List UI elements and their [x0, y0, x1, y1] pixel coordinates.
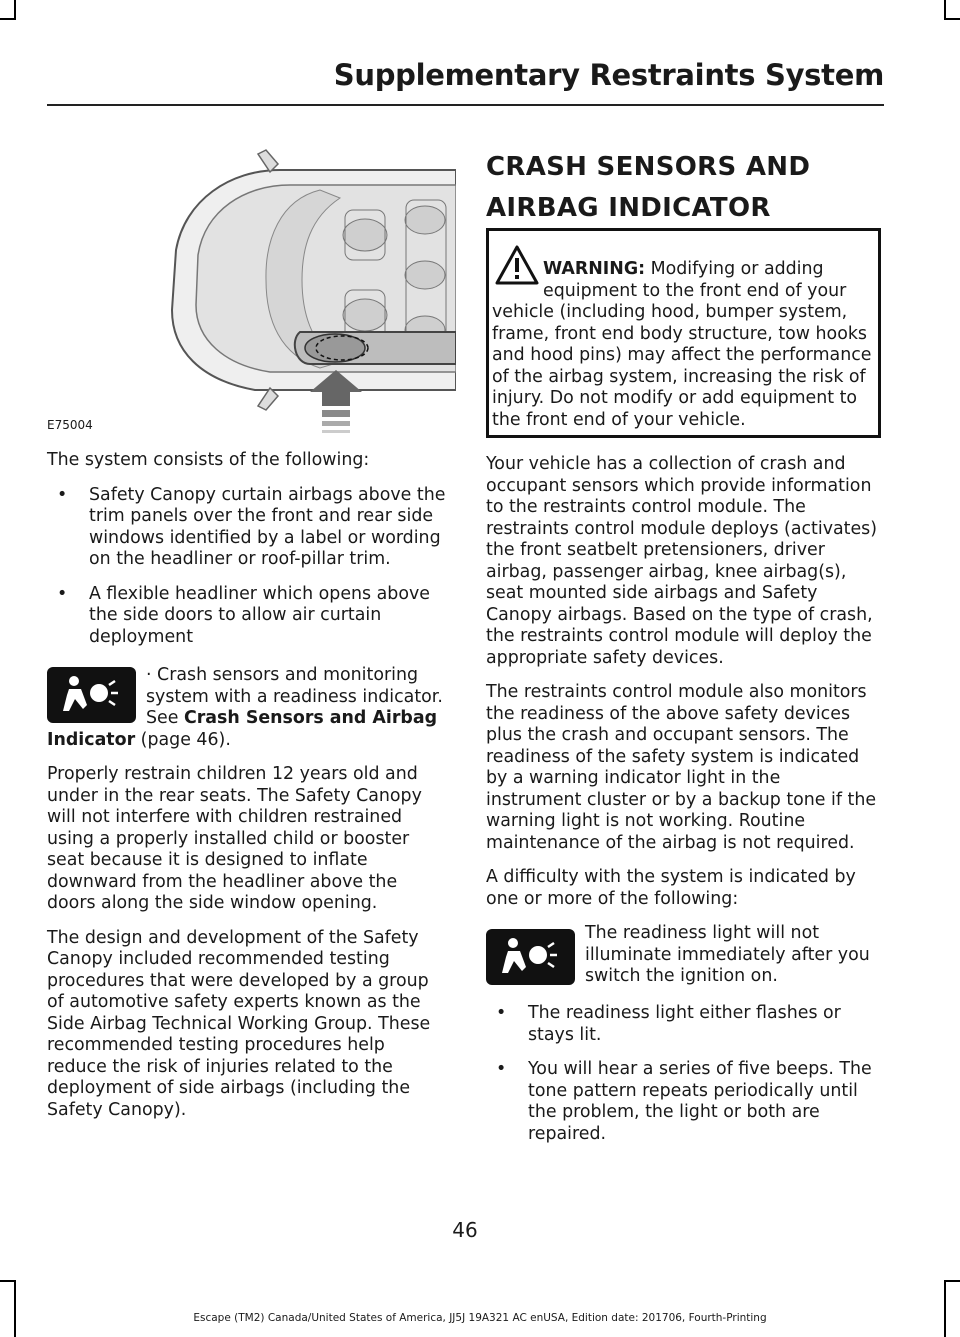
warning-text: Modifying or adding equipment to the front end of your vehicle (including hood, bumper system, frame, front end body structure, tow hooks and hood pins) may affect the performance of the airbag system, increasing the risk of injury. Do not modify or add equipment to the front end of your vehicle.: [492, 259, 872, 430]
sensors-paragraph: Your vehicle has a collection of crash and occupant sensors which provide information to the restraints control module. The restraints control module deploys (activates) the front seatbelt pretensioners, driver airbag, passenger airbag, knee airbag(s), seat mounted side airbags and Safety Canopy airbags. Based on the type of crash, the restraints control module will deploy the appropriate safety devices.: [486, 454, 878, 668]
list-item: • The readiness light either flashes or stays lit.: [486, 1003, 880, 1046]
crop-mark: [944, 1280, 946, 1337]
indicator-text: · Crash sensors and monitoring system with a readiness indicator. See: [146, 665, 443, 728]
intro-paragraph: The system consists of the following:: [47, 450, 370, 470]
crop-mark: [0, 18, 16, 20]
readiness-paragraph: The restraints control module also monitors the readiness of the above safety devices plus the crash and occupant sensors. The readiness of the safety system is indicated by a warning indicator light in the instrument cluster or by a backup tone if the warning light is not working. Routine maintenance of the airbag is not required.: [486, 682, 877, 853]
crop-mark: [0, 1280, 16, 1282]
indicator-text: The readiness light will not illuminate immediately after you switch the ignition on.: [585, 923, 870, 986]
warning-label: WARNING:: [543, 259, 646, 279]
page-number: 46: [452, 1218, 478, 1242]
page-reference: (page 46).: [135, 729, 231, 750]
list-item: • You will hear a series of five beeps. The tone pattern repeats periodically until the problem, the light or both are repaired.: [486, 1059, 880, 1145]
children-paragraph: Properly restrain children 12 years old and under in the rear seats. The Safety Canopy will not interfere with children restrained using a properly installed child or booster seat because it is designed to inflate downward from the headliner above the doors along the side window opening.: [47, 764, 422, 913]
page-title: Supplementary Restraints System: [333, 58, 884, 92]
figure-label: E75004: [47, 418, 93, 432]
crash-sensors-link[interactable]: Crash Sensors and Airbag Indicator: [47, 708, 438, 750]
crop-mark: [944, 0, 946, 18]
warning-box: [486, 228, 881, 438]
vehicle-airbag-illustration: [170, 140, 456, 438]
right-column: [486, 454, 880, 1158]
left-column: [47, 450, 447, 1134]
difficulty-paragraph: A difficulty with the system is indicated by one or more of the following:: [486, 867, 856, 909]
section-heading: [486, 147, 886, 229]
readiness-indicator-paragraph: [486, 923, 880, 989]
section-heading-line: AIRBAG INDICATOR: [486, 193, 771, 223]
component-list: [47, 485, 447, 649]
warning-triangle-icon: [495, 259, 543, 289]
crop-mark: [944, 18, 960, 20]
crop-mark: [944, 1280, 960, 1282]
crop-mark: [14, 1280, 16, 1337]
testing-paragraph: The design and development of the Safety Canopy included recommended testing procedures that were developed by a group of automotive safety experts known as the Side Airbag Technical Working Group. These recommended testing procedures help reduce the risk of injuries related to the deployment of side airbags (including the Safety Canopy).: [47, 927, 431, 1120]
indicator-paragraph: [47, 665, 447, 751]
list-item: • A flexible headliner which opens above the side doors to allow air curtain deployment: [47, 584, 447, 649]
symptom-list: [486, 1003, 880, 1145]
airbag-warning-icon: [486, 929, 575, 985]
list-item: • Safety Canopy curtain airbags above the trim panels over the front and rear side windows identified by a label or wording on the headliner or roof-pillar trim.: [47, 485, 447, 571]
header-divider: [47, 104, 884, 106]
section-heading-line: CRASH SENSORS AND: [486, 152, 811, 182]
airbag-warning-icon: [47, 667, 136, 723]
footer-text: Escape (TM2) Canada/United States of America, JJ5J 19A321 AC enUSA, Edition date: 201706, Fourth-Printing: [193, 1312, 767, 1324]
crop-mark: [14, 0, 16, 18]
